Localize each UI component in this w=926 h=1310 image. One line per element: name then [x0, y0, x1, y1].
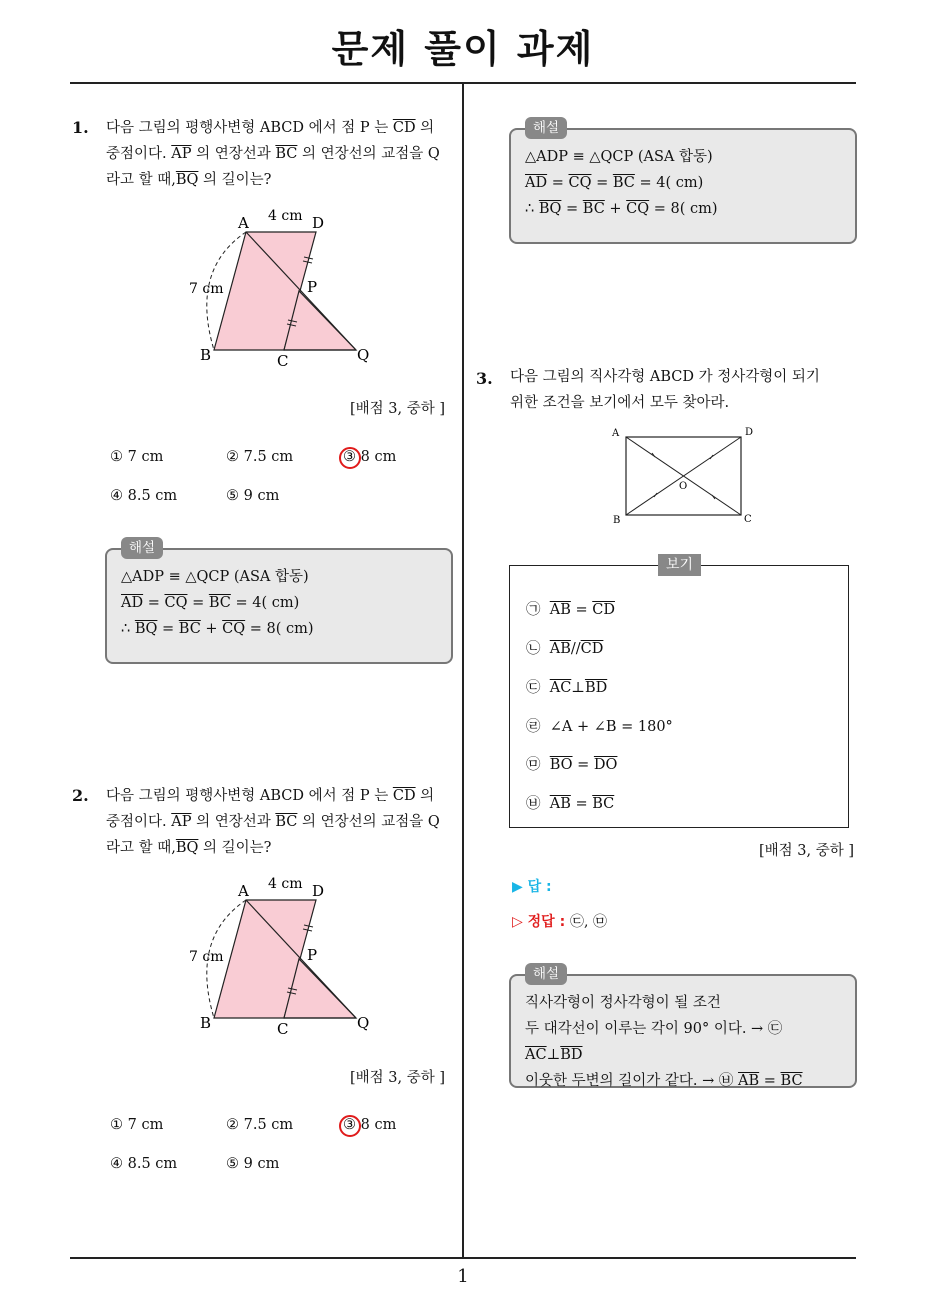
- selected-answer-mark: [339, 447, 361, 469]
- column-divider: [462, 84, 464, 1258]
- selected-answer-mark: [339, 1115, 361, 1137]
- label-b: B: [200, 1014, 212, 1032]
- label-o: O: [679, 481, 688, 492]
- solution-line: △ADP ≡ △QCP (ASA 합동): [121, 569, 309, 585]
- bogi-tag: 보기: [658, 554, 701, 576]
- bogi-item: ㉤ $\overline{BO} = \overline{DO}$: [526, 757, 618, 773]
- label-b: B: [613, 515, 621, 526]
- score-label: [배점 3, 중하 ]: [350, 401, 446, 417]
- solution-line: ∴ $\overline{BQ} = \overline{BC} + \overline{CQ} = 8$( cm): [121, 621, 314, 637]
- label-a: A: [612, 428, 620, 439]
- parallelogram-figure: [180, 200, 380, 375]
- solution-tag: 해설: [121, 537, 163, 559]
- correct-answer-label: ▷ 정답 : ㉢, ㉤: [512, 914, 607, 930]
- label-d: D: [312, 214, 325, 232]
- parallelogram-figure: [180, 868, 380, 1043]
- bogi-item: ㉠ $\overline{AB} = \overline{CD}$: [526, 602, 615, 618]
- solution-line: $\overline{AD} = \overline{CQ} = \overline{BC} = 4$( cm): [121, 595, 300, 611]
- length-4cm: 4 cm: [268, 876, 303, 892]
- bogi-box: [509, 557, 849, 828]
- choice-5[interactable]: ⑤ 9 cm: [226, 488, 280, 504]
- solution-box: [509, 120, 857, 244]
- length-7cm: 7 cm: [189, 949, 224, 965]
- bogi-item: ㉢ $\overline{AC}\perp\overline{BD}$: [526, 680, 608, 696]
- bogi-item: ㉣ ∠A + ∠B = 180°: [526, 719, 673, 735]
- choice-2[interactable]: ② 7.5 cm: [226, 1117, 294, 1133]
- score-label: [배점 3, 중하 ]: [350, 1070, 446, 1086]
- label-d: D: [312, 882, 325, 900]
- solution-box: [105, 540, 453, 664]
- label-q: Q: [357, 1014, 370, 1032]
- rectangle-figure: [606, 424, 756, 528]
- choice-5[interactable]: ⑤ 9 cm: [226, 1156, 280, 1172]
- solution-line: 이웃한 두변의 길이가 같다. → ㉥ $\overline{AB} = \overline{BC}$: [525, 1073, 803, 1089]
- solution-line: 직사각형이 정사각형이 될 조건: [525, 995, 721, 1011]
- solution-tag: 해설: [525, 963, 567, 985]
- length-4cm: 4 cm: [268, 208, 303, 224]
- label-c: C: [744, 514, 752, 525]
- page-title: 문제 풀이 과제: [331, 27, 595, 71]
- length-7cm: 7 cm: [189, 281, 224, 297]
- label-d: D: [745, 427, 754, 438]
- choice-4[interactable]: ④ 8.5 cm: [110, 488, 178, 504]
- solution-line: △ADP ≡ △QCP (ASA 합동): [525, 149, 713, 165]
- label-p: P: [307, 278, 318, 296]
- label-a: A: [238, 882, 249, 900]
- question-text: 다음 그림의 직사각형 ABCD 가 정사각형이 되기 위한 조건을 보기에서 모두 찾아라.: [510, 369, 820, 411]
- correct-answer-value: ㉢, ㉤: [570, 914, 607, 930]
- footer-rule: [70, 1257, 856, 1259]
- question-text: 다음 그림의 평행사변형 ABCD 에서 점 P 는 $\overline{CD}$ 의 중점이다. $\overline{AP}$ 의 연장선과 $\overline{BC}$ 의 연장선의 교점을 Q 라고 할 때$,\overline{BQ}$ 의 길이는?: [106, 788, 440, 856]
- question-number: 3.: [476, 369, 493, 388]
- label-b: B: [200, 346, 212, 364]
- solution-line: ∴ $\overline{BQ} = \overline{BC} + \overline{CQ} = 8$( cm): [525, 201, 718, 217]
- page-number: 1: [457, 1266, 469, 1287]
- solution-line: $\overline{AD} = \overline{CQ} = \overline{BC} = 4$( cm): [525, 175, 704, 191]
- solution-line: 두 대각선이 이루는 각이 90° 이다. → ㉢ $\overline{AC}\perp\overline{BD}$: [525, 1021, 783, 1063]
- bogi-item: ㉥ $\overline{AB} = \overline{BC}$: [526, 796, 615, 812]
- label-p: P: [307, 946, 318, 964]
- choice-1[interactable]: ① 7 cm: [110, 449, 164, 465]
- question-number: 1.: [72, 118, 89, 137]
- choice-3[interactable]: ③ 8 cm: [343, 1117, 397, 1133]
- choice-4[interactable]: ④ 8.5 cm: [110, 1156, 178, 1172]
- choice-2[interactable]: ② 7.5 cm: [226, 449, 294, 465]
- score-label: [배점 3, 중하 ]: [759, 843, 855, 859]
- question-number: 2.: [72, 786, 89, 805]
- solution-tag: 해설: [525, 117, 567, 139]
- label-q: Q: [357, 346, 370, 364]
- solution-box: [509, 966, 857, 1089]
- answer-label: ▶ 답 :: [512, 879, 552, 895]
- label-c: C: [277, 1020, 289, 1038]
- question-text: 다음 그림의 평행사변형 ABCD 에서 점 P 는 $\overline{CD}$ 의 중점이다. $\overline{AP}$ 의 연장선과 $\overline{BC}$ 의 연장선의 교점을 Q 라고 할 때$,\overline{BQ}$ 의 길이는?: [106, 120, 440, 188]
- bogi-item: ㉡ $\overline{AB}//\overline{CD}$: [526, 641, 604, 657]
- label-a: A: [238, 214, 249, 232]
- choice-1[interactable]: ① 7 cm: [110, 1117, 164, 1133]
- label-c: C: [277, 352, 289, 370]
- choice-3[interactable]: ③ 8 cm: [343, 449, 397, 465]
